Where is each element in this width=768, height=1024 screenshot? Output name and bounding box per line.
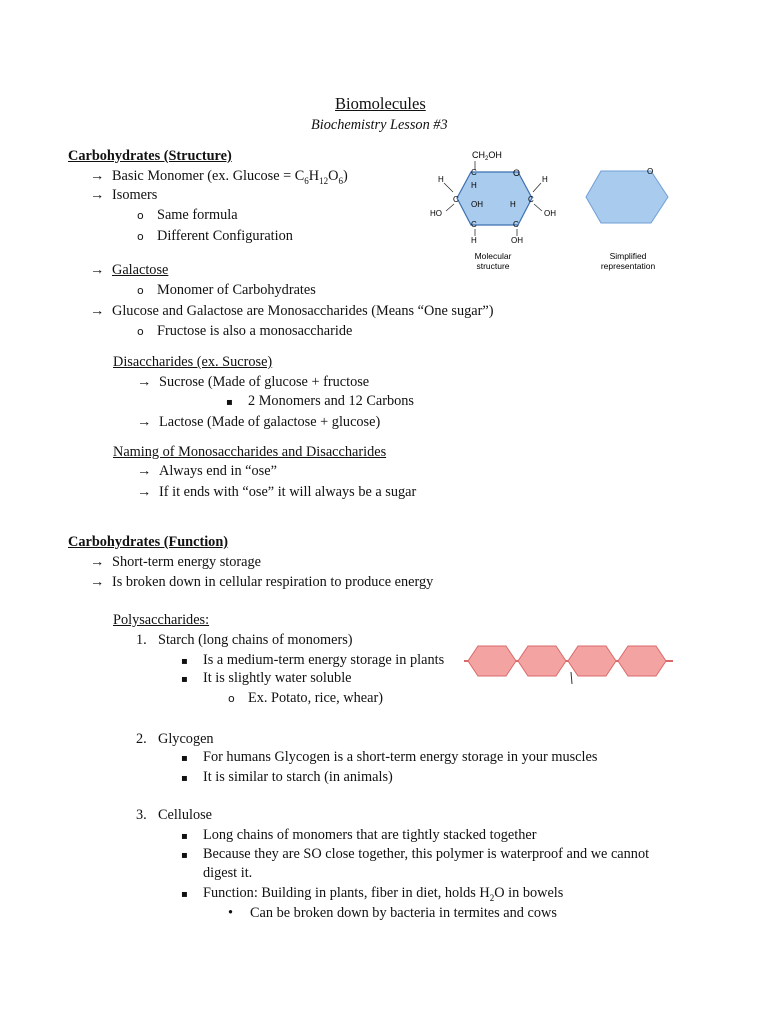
list-item: → Lactose (Made of galactose + glucose) (137, 414, 381, 430)
arrow-icon: → (90, 187, 105, 203)
circle-bullet-icon: o (137, 284, 144, 297)
list-item: o Ex. Potato, rice, whear) (228, 688, 383, 709)
naming-heading: Naming of Monosaccharides and Disaccharides (113, 444, 387, 460)
list-item: 1. Starch (long chains of monomers) (136, 632, 353, 648)
arrow-icon: → (137, 484, 152, 500)
square-bullet-icon: ▪ (181, 753, 188, 764)
starch-unit (618, 646, 666, 676)
glucose-ring (457, 172, 532, 225)
list-item: → Short-term energy storage (90, 554, 262, 570)
list-item: → Sucrose (Made of glucose + fructose (137, 374, 370, 390)
svg-text:OH: OH (511, 236, 523, 245)
svg-text:representation: representation (600, 261, 656, 271)
arrow-icon: → (90, 262, 105, 278)
simplified-ring (586, 171, 668, 223)
arrow-icon: → (137, 463, 152, 479)
svg-text:H: H (542, 175, 548, 184)
starch-unit (468, 646, 516, 676)
list-item: ▪ Is a medium-term energy storage in plants (181, 650, 444, 672)
circle-bullet-icon: o (137, 230, 144, 243)
list-item: 2. Glycogen (136, 731, 214, 747)
list-item-continuation: digest it. (203, 865, 253, 881)
list-item: → If it ends with “ose” it will always be a sugar (137, 484, 417, 500)
structure-heading: Carbohydrates (Structure) (68, 148, 232, 164)
svg-text:C: C (453, 195, 459, 204)
circle-bullet-icon: o (228, 692, 235, 705)
svg-text:H: H (471, 236, 477, 245)
arrow-icon: → (90, 554, 105, 570)
list-item: o Monomer of Carbohydrates (137, 280, 316, 301)
svg-text:Molecular: Molecular (474, 251, 512, 261)
svg-text:C: C (471, 168, 477, 177)
starch-unit (518, 646, 566, 676)
list-item: → Basic Monomer (ex. $Glucose = C_6H_{12}O_6$) (90, 168, 348, 186)
list-item: ▪ It is similar to starch (in animals) (181, 767, 393, 789)
list-item: o Same formula (137, 205, 238, 226)
arrow-icon: → (137, 414, 152, 430)
list-item: ▪ It is slightly water soluble (181, 668, 352, 690)
svg-text:H: H (438, 175, 444, 184)
polysaccharides-heading: Polysaccharides: (113, 612, 210, 628)
svg-text:OH: OH (544, 209, 556, 218)
list-item: ▪ 2 Monomers and 12 Carbons (226, 391, 414, 413)
arrow-icon: → (90, 168, 105, 184)
svg-text:O: O (647, 167, 654, 176)
list-item: ▪ Long chains of monomers that are tightly stacked together (181, 825, 537, 847)
glucose-diagram (420, 145, 690, 277)
ring-oxygen-label: O (513, 168, 521, 178)
list-item: → Is broken down in cellular respiration to produce energy (90, 574, 434, 590)
svg-text:C: C (528, 195, 534, 204)
list-item: ▪ For humans Glycogen is a short-term energy storage in your muscles (181, 747, 597, 769)
svg-text:HO: HO (430, 209, 442, 218)
starch-unit (568, 646, 616, 676)
page-title: Biomolecules (335, 94, 426, 113)
arrow-icon: → (90, 303, 105, 319)
square-bullet-icon: ▪ (181, 674, 188, 685)
list-item: → Glucose and Galactose are Monosaccharides (Means “One sugar”) (90, 303, 494, 319)
svg-text:C: C (513, 220, 519, 229)
svg-text:H: H (510, 200, 516, 209)
svg-text:structure: structure (476, 261, 510, 271)
function-heading: Carbohydrates (Function) (68, 534, 229, 550)
circle-bullet-icon: o (137, 325, 144, 338)
starch-chain-diagram (462, 640, 677, 690)
disaccharides-heading: Disaccharides (ex. Sucrose) (113, 354, 273, 370)
square-bullet-icon: ▪ (181, 850, 188, 861)
square-bullet-icon: ▪ (181, 656, 188, 667)
list-item: 3. Cellulose (136, 807, 213, 823)
list-item: o Different Configuration (137, 226, 293, 247)
list-item: ▪ Because they are SO close together, this polymer is waterproof and we cannot (181, 844, 649, 866)
list-item: → Always end in “ose” (137, 463, 277, 479)
list-item: ▪ Function: Building in plants, fiber in diet, holds $H_2O$ in bowels (181, 883, 563, 908)
svg-text:OH: OH (471, 200, 483, 209)
list-item: o Fructose is also a monosaccharide (137, 321, 352, 342)
square-bullet-icon: ▪ (181, 773, 188, 784)
svg-text:C: C (471, 220, 477, 229)
circle-bullet-icon: o (137, 209, 144, 222)
svg-text:H: H (471, 181, 477, 190)
square-bullet-icon: ▪ (181, 831, 188, 842)
square-bullet-icon: ▪ (226, 397, 233, 408)
list-item: → Isomers (90, 187, 158, 203)
list-item: • Can be broken down by bacteria in termites and cows (228, 905, 557, 921)
arrow-icon: → (137, 374, 152, 390)
arrow-icon: → (90, 574, 105, 590)
page-subtitle: Biochemistry Lesson #3 (311, 117, 448, 133)
dot-bullet-icon: • (228, 905, 234, 921)
ch2oh-label: $CH_2OH$ (472, 150, 502, 162)
square-bullet-icon: ▪ (181, 889, 188, 900)
list-item: → Galactose (90, 262, 169, 278)
svg-text:Simplified: Simplified (609, 251, 647, 261)
